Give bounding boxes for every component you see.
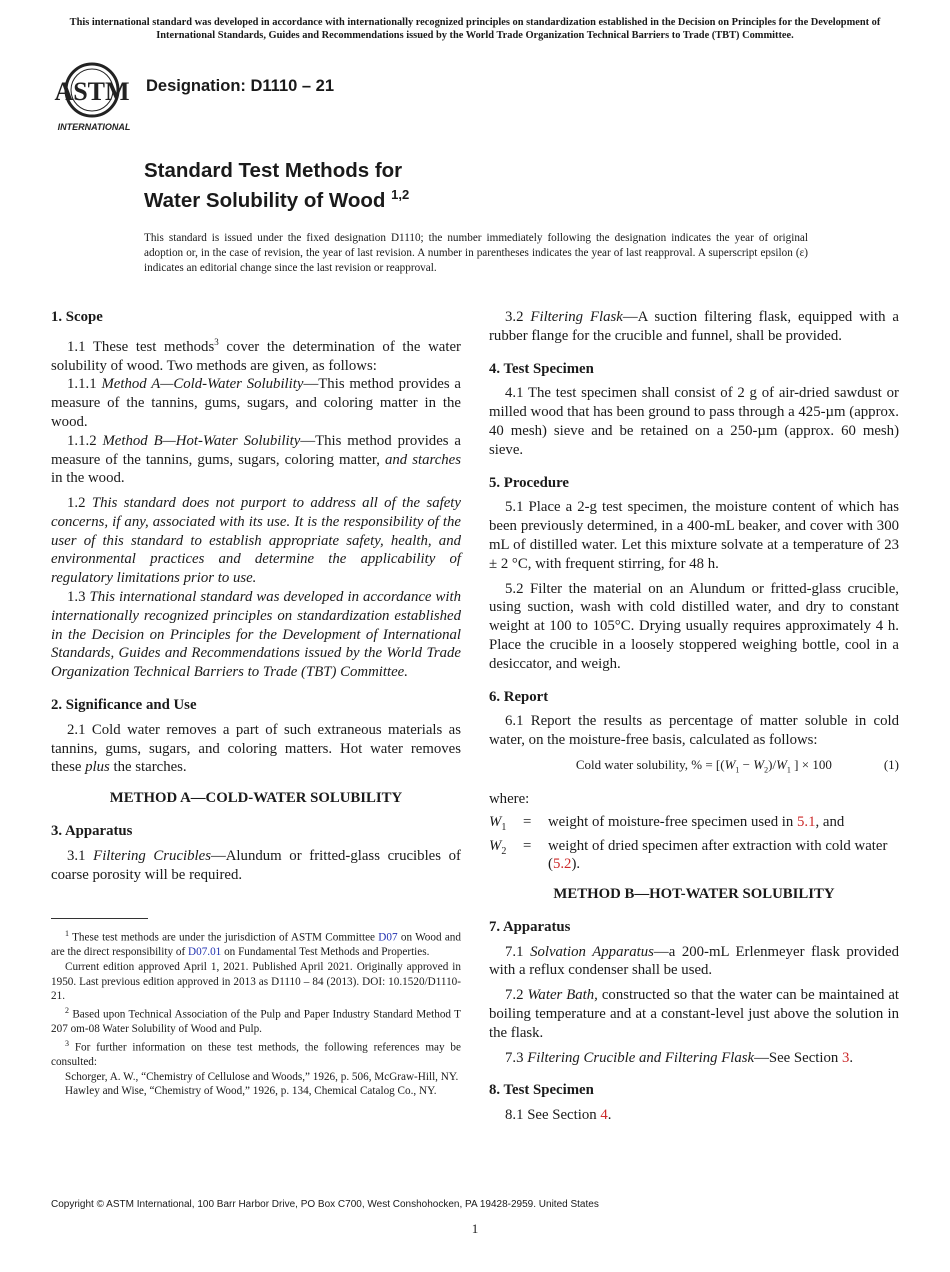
footnote-1-edition: Current edition approved April 1, 2021. Published April 2021. Originally approved in 1950. Last previous edition approved in 2013 as D1110 – 84 (2013). DOI: 10.1520/D1110-21. <box>51 960 461 1003</box>
para-1-2: 1.2 This standard does not purport to address all of the safety concerns, if any, associated with its use. It is the responsibility of the user of this standard to establish appropriate safety, health, and environmental practices and determine the applicability of regulatory limitations prior to use. <box>51 495 461 587</box>
para-3-1: 3.1 Filtering Crucibles—Alundum or fritted-glass crucibles of coarse porosity will be required. <box>51 847 461 883</box>
designation-notice: This standard is issued under the fixed designation D1110; the number immediately following the designation indicates the year of original adoption or, in the case of revision, the year of last revision. A number in parentheses indicates the year of last reapproval. A superscript epsilon (ε) indicates an editorial change since the last revision or reapproval. <box>144 232 808 274</box>
para-7-3: 7.3 Filtering Crucible and Filtering Flask—See Section 3. <box>505 1049 854 1066</box>
para-4-1: 4.1 The test specimen shall consist of 2 g of air-dried sawdust or milled wood that has been ground to pass through a 425-µm (approx. 40 mesh) sieve and be retained on a 250-µm (approx. 60 mesh) sieve. <box>489 385 899 458</box>
section-heading-scope: 1. Scope <box>51 309 103 325</box>
footnote-divider <box>51 918 148 919</box>
footnotes <box>51 927 461 1099</box>
section-heading-apparatus-b: 7. Apparatus <box>489 918 571 935</box>
copyright-notice: Copyright © ASTM International, 100 Barr Harbor Drive, PO Box C700, West Conshohocken, PA 19428-2959. United States <box>51 1199 599 1210</box>
equation-1 <box>489 756 899 780</box>
para-1-1-2: 1.1.2 Method B—Hot-Water Solubility—This method provides a measure of the tannins, gums, sugars, coloring matter, and starches in the wood. <box>51 432 461 487</box>
section-heading-report: 6. Report <box>489 688 549 705</box>
designation: Designation: D1110 – 21 <box>146 77 335 95</box>
footnote-3: $^3$ For further information on these test methods, the following references may be consulted: <box>51 1038 461 1068</box>
right-column <box>489 308 899 1125</box>
title-footnote-ref[interactable]: 1,2 <box>391 187 410 202</box>
para-5-1: 5.1 Place a 2-g test specimen, the moisture content of which has been previously determined, in a 400-mL beaker, and cover with 300 mL of distilled water. Let this mixture solvate at a temperature of 23 ± 2 °C, with frequent stirring, for 48 h. <box>489 499 899 572</box>
para-1-1: 1.1 These test methods$^3$ cover the determination of the water solubility of wood. Two methods are given, as follows: <box>51 336 461 374</box>
para-5-2: 5.2 Filter the material on an Alundum or fritted-glass crucible, using suction, wash with cold distilled water, and dry to constant weight at 100 to 105°C. Drying usually requires approximately 4 h. Place the crucible in a loosely stoppered weighing bottle, cool in a desiccator, and weigh. <box>489 580 899 672</box>
section-heading-procedure: 5. Procedure <box>489 474 569 491</box>
para-6-1: 6.1 Report the results as percentage of matter soluble in cold water, on the moisture-free basis, calculated as follows: <box>489 713 899 749</box>
left-column <box>51 308 461 884</box>
tbt-banner: This international standard was developed in accordance with internationally recognized principles on standardization established in the Decision on Principles for the Development of International Standards, Guides and Recommendations issued by the World Trade Organization Technical Barriers to Trade (TBT) Committee. <box>69 17 881 41</box>
para-2-1: 2.1 Cold water removes a part of such extraneous materials as tannins, gums, sugars, and coloring matters. Hot water removes these plus the starches. <box>51 721 461 776</box>
where-label: where: <box>489 791 530 808</box>
para-7-1: 7.1 Solvation Apparatus—a 200-mL Erlenmeyer flask provided with a reflux condenser shall be used. <box>489 943 899 979</box>
section-heading-test-specimen-b: 8. Test Specimen <box>489 1082 594 1099</box>
footnote-ref-3[interactable]: 3 <box>214 336 219 347</box>
method-a-heading: METHOD A—COLD-WATER SOLUBILITY <box>109 790 403 807</box>
equation-formula: Cold water solubility, % = [$(W_1 - W_2)/W_1$ ] × 100 <box>575 756 832 775</box>
section-heading-significance: 2. Significance and Use <box>51 697 197 714</box>
ref-link-5-1[interactable]: 5.1 <box>797 814 816 831</box>
equation-number: (1) <box>883 756 899 772</box>
para-8-1: 8.1 See Section 4. <box>505 1107 612 1124</box>
ref-link-section-3[interactable]: 3 <box>842 1049 850 1066</box>
footnote-3-ref-a: Schorger, A. W., “Chemistry of Cellulose and Woods,” 1926, p. 506, McGraw-Hill, NY. <box>65 1070 459 1083</box>
document-title <box>144 159 409 213</box>
ref-link-section-4[interactable]: 4 <box>600 1107 608 1124</box>
para-3-2: 3.2 Filtering Flask—A suction filtering flask, equipped with a rubber flange for the crucible and funnel, shall be provided. <box>489 309 899 344</box>
section-heading-test-specimen-a: 4. Test Specimen <box>489 360 594 377</box>
astm-logo-subtext: INTERNATIONAL <box>57 122 131 132</box>
footnote-2: $^2$ Based upon Technical Association of the Pulp and Paper Industry Standard Method T 207 om-08 Water Solubility of Wood and Pulp. <box>51 1005 461 1036</box>
footnote-3-ref-b: Hawley and Wise, “Chemistry of Wood,” 1926, p. 134, Chemical Catalog Co., NY. <box>65 1085 437 1098</box>
ref-link-5-2[interactable]: 5.2 <box>552 856 572 873</box>
where-w2: $W_2$ = weight of dried specimen after extraction with cold water (5.2). <box>489 838 888 873</box>
astm-logo <box>52 58 136 134</box>
page-number: 1 <box>471 1221 479 1236</box>
subcommittee-link-d07-01[interactable]: D07.01 <box>188 946 222 959</box>
astm-logo-text: ASTM <box>54 77 130 106</box>
committee-link-d07[interactable]: D07 <box>378 931 398 944</box>
title-line-2: Water Solubility of Wood <box>144 189 386 212</box>
para-1-3: 1.3 This international standard was developed in accordance with internationally recognized principles on standardization established in the Decision on Principles for the Development of International Standards, Guides and Recommendations issued by the World Trade Organization Technical Barriers to Trade (TBT) Committee. <box>51 589 461 681</box>
footnote-1: $^1$ These test methods are under the jurisdiction of ASTM Committee D07 on Wood and are the direct responsibility of D07.01 on Fundamental Test Methods and Properties. <box>51 929 461 959</box>
section-heading-apparatus-a: 3. Apparatus <box>51 823 133 840</box>
astm-logo-icon <box>52 58 136 134</box>
para-1-1-1: 1.1.1 Method A—Cold-Water Solubility—This method provides a measure of the tannins, gums, sugars, and coloring matter in the wood. <box>51 376 461 430</box>
where-w1: $W_1$ = weight of moisture-free specimen used in 5.1, and <box>489 814 845 834</box>
title-line-1: Standard Test Methods for <box>144 159 403 182</box>
para-7-2: 7.2 Water Bath, constructed so that the water can be maintained at boiling temperature and at a constant-level just above the solution in the flask. <box>489 987 899 1041</box>
method-b-heading: METHOD B—HOT-WATER SOLUBILITY <box>553 886 835 903</box>
